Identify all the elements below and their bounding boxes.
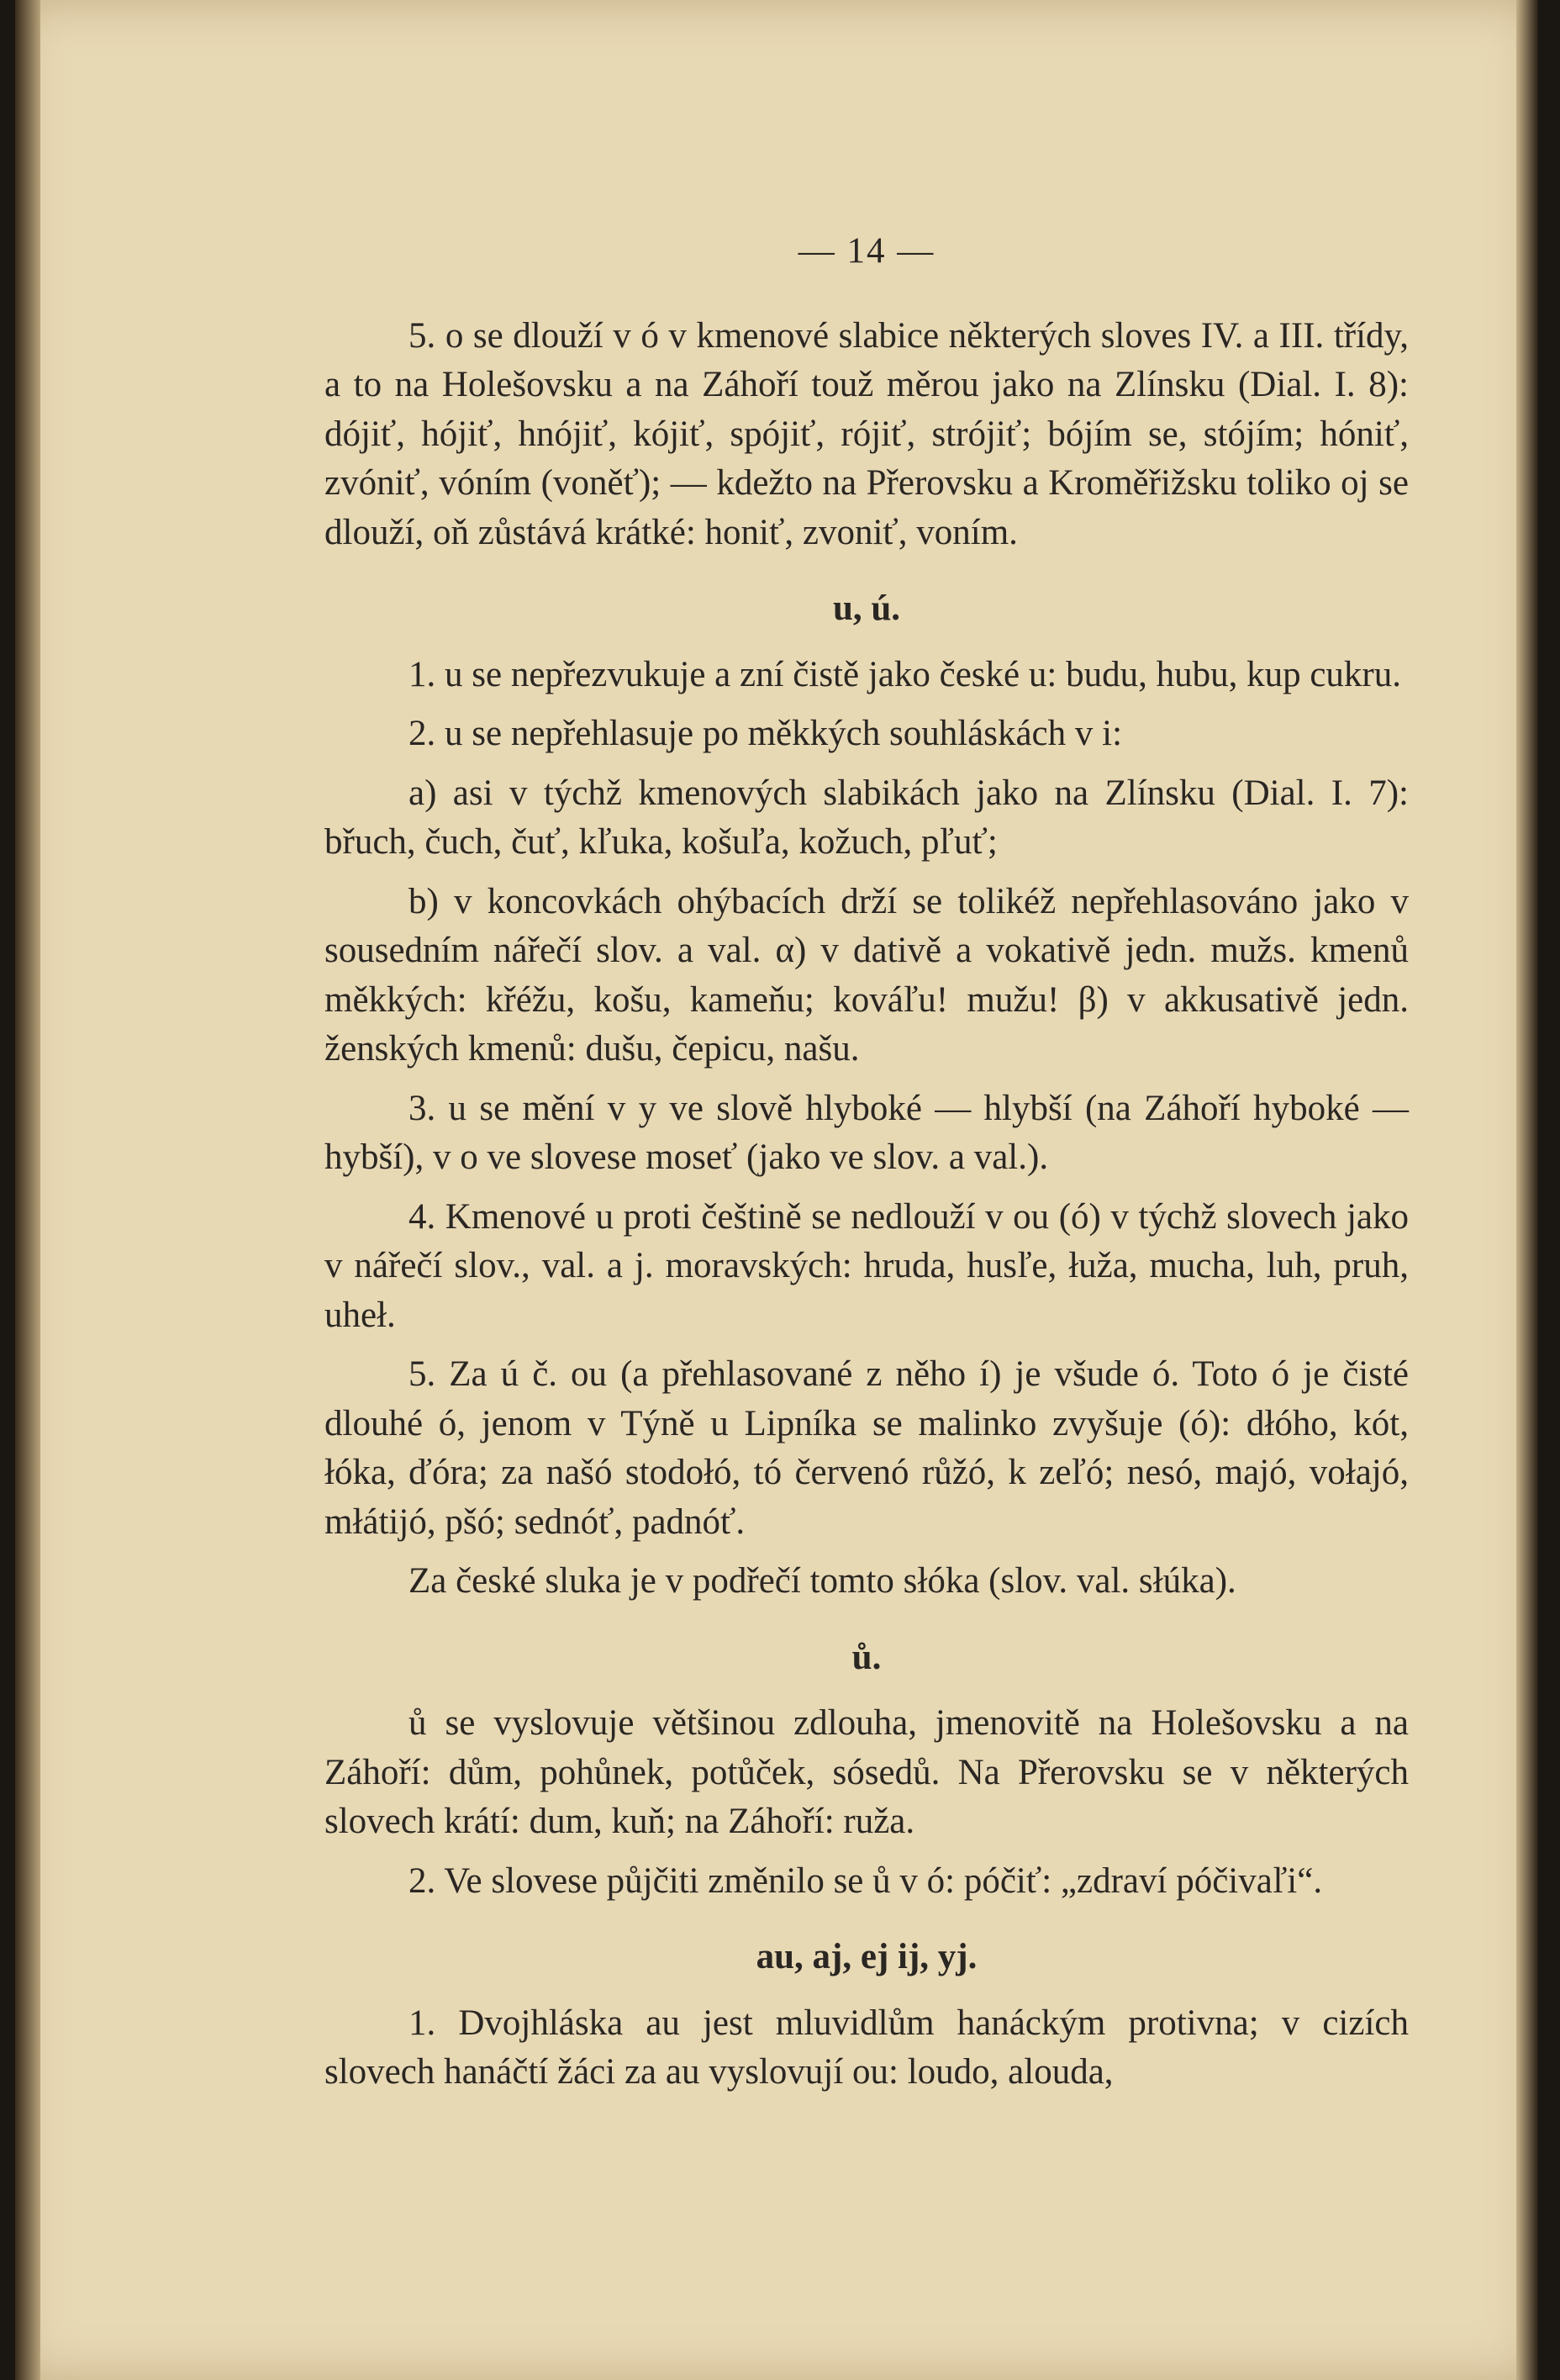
paragraph: Za české sluka je v podřečí tomto słóka (slov. val. słúka). xyxy=(408,1561,1236,1601)
paragraph: 5. o se dlouží v ó v kmenové slabice některých sloves IV. a III. třídy, a to na Holešovsku a na Záhoří touž měrou jako na Zlínsku (Dial. I. 8): dójiť, hójiť, hnójiť, kójiť, spójiť, rójiť, strójiť; bójím se, stójím; hóniť, zvóniť, vóním (voněť); — kdežto na Přerovsku a Kroměřižsku toliko oj se dlouží, oň zůstává krátké: honiť, zvoniť, voním. xyxy=(324,315,1409,552)
paragraph: 1. u se nepřezvukuje a zní čistě jako české u: budu, hubu, kup cukru. xyxy=(408,654,1401,694)
paragraph: 2. Ve slovese půjčiti změnilo se ů v ó: póčiť: „zdraví póčivaľi“. xyxy=(408,1860,1323,1901)
paragraph: 4. Kmenové u proti češtině se nedlouží v ou (ó) v týchž slovech jako v nářečí slov., val. a j. moravských: hruda, husľe, łuža, mucha, luh, pruh, uheł. xyxy=(324,1196,1409,1335)
paragraph: 2. u se nepřehlasuje po měkkých souhláskách v i: xyxy=(408,714,1123,753)
paragraph: ů se vyslovuje většinou zdlouha, jmenovitě na Holešovsku a na Záhoří: dům, pohůnek, potůček, sósedů. Na Přerovsku se v některých slovech krátí: dum, kuň; na Záhoří: ruža. xyxy=(324,1703,1409,1841)
paragraph: a) asi v týchž kmenových slabikách jako na Zlínsku (Dial. I. 7): břuch, čuch, čuť, kľuka, košuľa, kožuch, pľuť; xyxy=(324,773,1409,862)
text-column xyxy=(324,227,1409,2098)
section-heading: u, ú. xyxy=(832,588,901,628)
page-edge-right xyxy=(1516,0,1538,2380)
book-page xyxy=(15,0,1538,2380)
paragraph: b) v koncovkách ohýbacích drží se tolikéž nepřehlasováno jako v sousedním nářečí slov. a val. α) v dativě a vokativě jedn. mužs. kmenů měkkých: křéžu, košu, kameňu; kováľu! mužu! β) v akkusativě jedn. ženských kmenů: dušu, čepicu, našu. xyxy=(324,881,1409,1069)
section-heading: ů. xyxy=(851,1637,882,1677)
section-heading: au, aj, ej ij, yj. xyxy=(756,1937,978,1976)
page-body xyxy=(324,312,1409,2098)
paragraph: 3. u se mění v y ve slově hlyboké — hlybší (na Záhoří hyboké — hybší), v o ve slovese moseť (jako ve slov. a val.). xyxy=(324,1088,1409,1177)
page-number: — 14 — xyxy=(798,231,935,271)
page-edge-left xyxy=(15,0,40,2380)
paragraph: 5. Za ú č. ou (a přehlasované z něho í) je všude ó. Toto ó je čisté dlouhé ó, jenom v Týně u Lipníka se malinko zvyšuje (ó): dłóho, kót, łóka, ďóra; za našó stodołó, tó červenó růžó, k zeľó; nesó, majó, vołajó, młátijó, pšó; sednóť, padnóť. xyxy=(324,1354,1409,1542)
paragraph: 1. Dvojhláska au jest mluvidlům hanáckým protivna; v cizích slovech hanáčtí žáci za au vyslovují ou: loudo, alouda, xyxy=(324,2003,1409,2092)
